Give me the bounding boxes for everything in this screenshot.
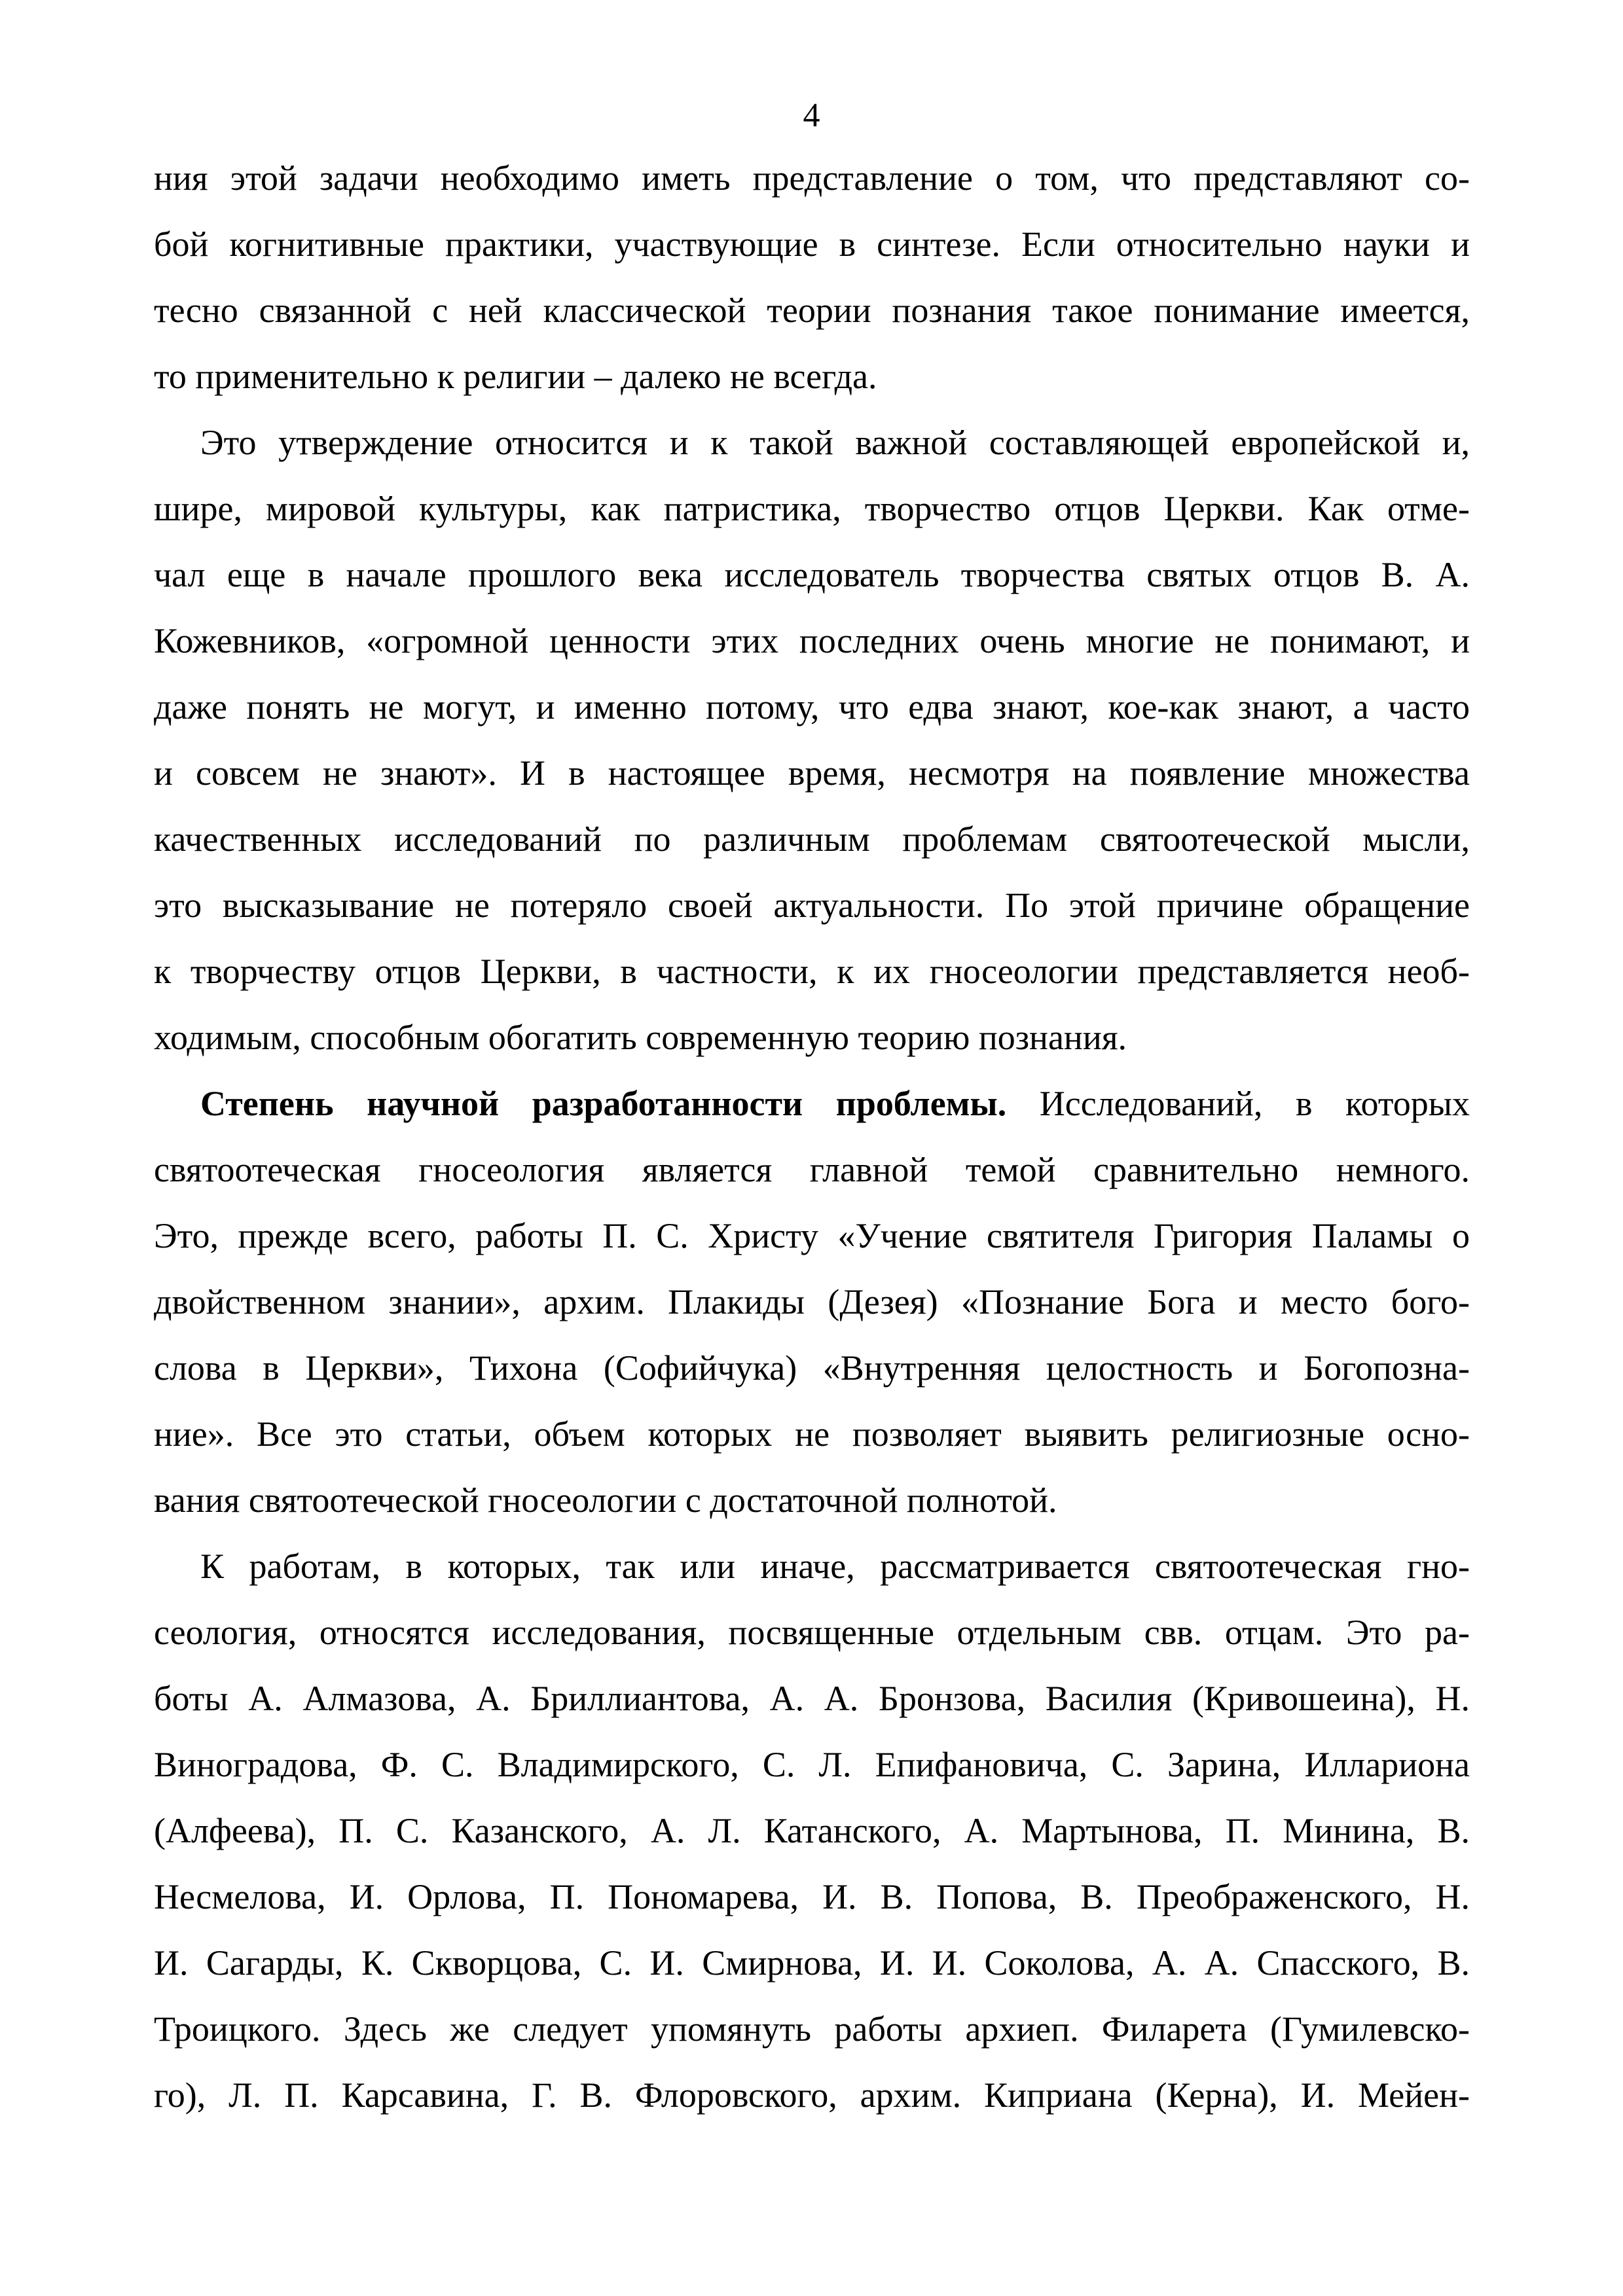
text-line: то применительно к религии – далеко не всегда. [154, 357, 877, 396]
text-line: К работам, в которых, так или иначе, рассматривается святоотеческая гно- [200, 1547, 1470, 1586]
paragraph [154, 1534, 1470, 2128]
text-line: (Алфеева), П. С. Казанского, А. Л. Катанского, А. Мартынова, П. Минина, В. [154, 1811, 1470, 1850]
text-line: чал еще в начале прошлого века исследователь творчества святых отцов В. А. [154, 555, 1470, 594]
text-line [154, 1071, 1470, 1137]
text-line: ходимым, способным обогатить современную теорию познания. [154, 1018, 1127, 1057]
text-line: Кожевников, «огромной ценности этих последних очень многие не понимают, и [154, 621, 1470, 660]
page-number: 4 [803, 97, 820, 134]
text-line: Это утверждение относится и к такой важной составляющей европейской и, [200, 423, 1470, 462]
text-line: тесно связанной с ней классической теории познания такое понимание имеется, [154, 291, 1470, 330]
text-line: это высказывание не потеряло своей актуальности. По этой причине обращение [154, 886, 1470, 925]
text-line: го), Л. П. Карсавина, Г. В. Флоровского, архим. Киприана (Керна), И. Мейен- [154, 2075, 1470, 2115]
paragraph [154, 145, 1470, 410]
text-line: слова в Церкви», Тихона (Софийчука) «Внутренняя целостность и Богопозна- [154, 1348, 1470, 1388]
text-line: бой когнитивные практики, участвующие в синтезе. Если относительно науки и [154, 224, 1470, 264]
text-line: шире, мировой культуры, как патристика, творчество отцов Церкви. Как отме- [154, 489, 1470, 528]
text-line: Несмелова, И. Орлова, П. Пономарева, И. В. Попова, В. Преображенского, Н. [154, 1877, 1470, 1916]
paragraph [154, 410, 1470, 1071]
text-line: ния этой задачи необходимо иметь представление о том, что представляют со- [154, 158, 1470, 198]
paragraph [154, 1071, 1470, 1534]
text-line: и совсем не знают». И в настоящее время, несмотря на появление множества [154, 753, 1470, 793]
section-heading: Степень научной разработанности проблемы. [200, 1084, 1007, 1123]
text-line: двойственном знании», архим. Плакиды (Дезея) «Познание Бога и место бого- [154, 1282, 1470, 1321]
text-line: вания святоотеческой гносеологии с достаточной полнотой. [154, 1480, 1057, 1520]
text-line: Виноградова, Ф. С. Владимирского, С. Л. Епифановича, С. Зарина, Иллариона [154, 1745, 1470, 1784]
text-line: Это, прежде всего, работы П. С. Христу «Учение святителя Григория Паламы о [154, 1216, 1470, 1255]
text-line: качественных исследований по различным проблемам святоотеческой мысли, [154, 819, 1470, 859]
text-line: И. Сагарды, К. Скворцова, С. И. Смирнова, И. И. Соколова, А. А. Спасского, В. [154, 1943, 1470, 1982]
body-text [154, 145, 1470, 2128]
text-line: святоотеческая гносеология является главной темой сравнительно немного. [154, 1150, 1470, 1189]
text-line: боты А. Алмазова, А. Бриллиантова, А. А. Бронзова, Василия (Кривошеина), Н. [154, 1679, 1470, 1718]
text-line: ние». Все это статьи, объем которых не позволяет выявить религиозные осно- [154, 1414, 1470, 1454]
text-line: сеология, относятся исследования, посвященные отдельным свв. отцам. Это ра- [154, 1613, 1470, 1652]
text-line: к творчеству отцов Церкви, в частности, к их гносеологии представляется необ- [154, 952, 1470, 991]
heading-tail: Исследований, в которых [1006, 1084, 1470, 1123]
text-line: Троицкого. Здесь же следует упомянуть работы архиеп. Филарета (Гумилевско- [154, 2009, 1470, 2049]
text-line: даже понять не могут, и именно потому, что едва знают, кое-как знают, а часто [154, 687, 1470, 726]
